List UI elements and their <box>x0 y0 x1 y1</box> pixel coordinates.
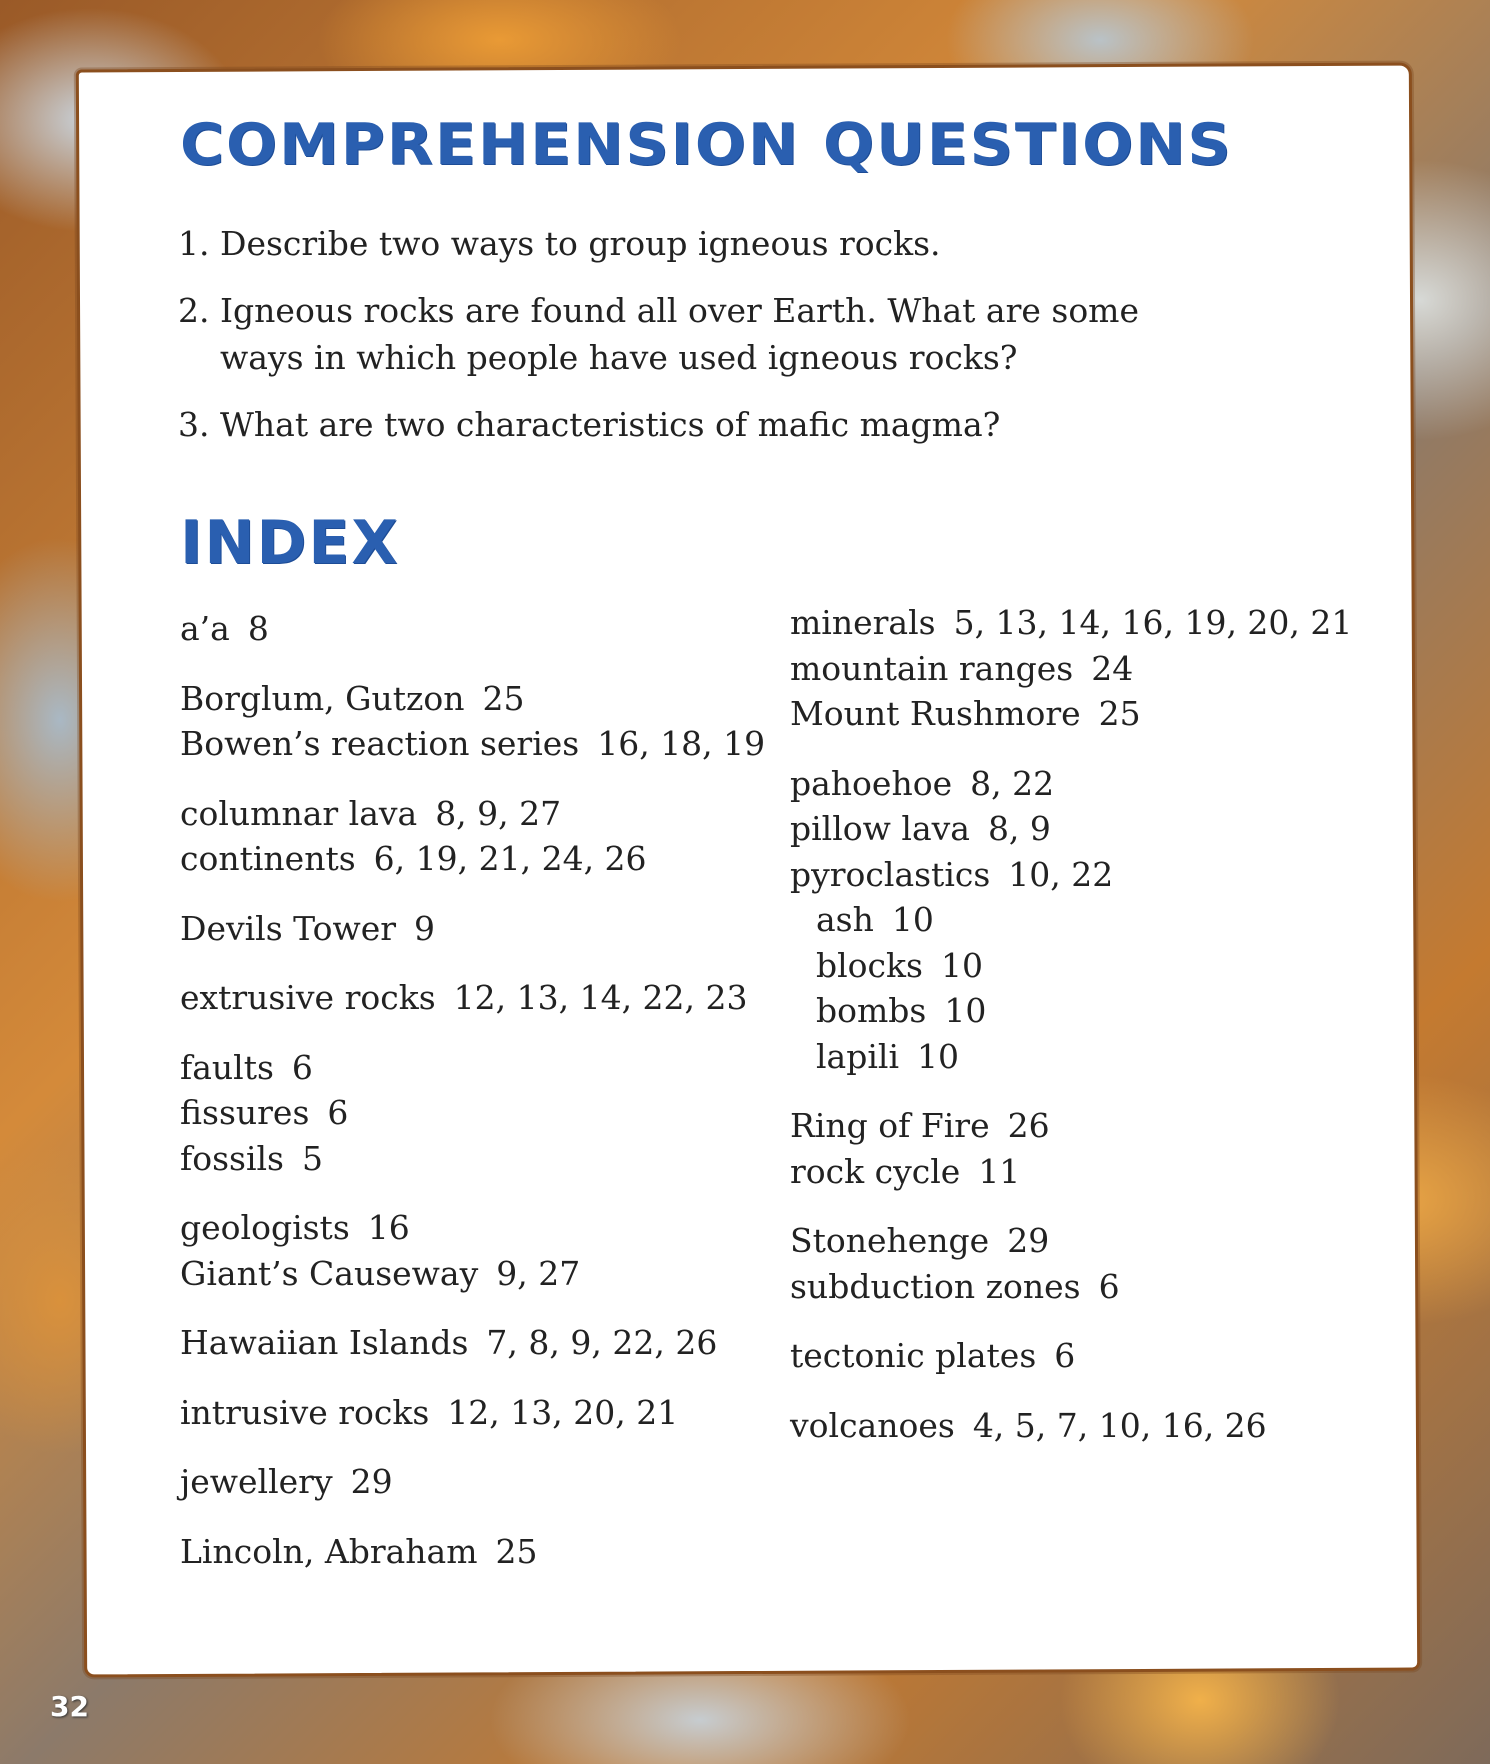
index-subentry <box>790 897 1350 943</box>
question-item <box>178 401 1228 448</box>
index-group <box>180 1205 760 1296</box>
index-pages: 8, 9, 27 <box>435 793 562 833</box>
index-term: fossils <box>180 1138 284 1178</box>
index-group <box>790 761 1350 1080</box>
index-term: pyroclastics <box>790 854 991 894</box>
index-pages: 24 <box>1091 648 1134 688</box>
index-pages: 29 <box>350 1462 393 1501</box>
index-entry <box>180 1045 760 1091</box>
index-term: intrusive rocks <box>180 1392 430 1432</box>
index-term: rock cycle <box>790 1151 961 1191</box>
index-entry <box>180 1251 760 1297</box>
question-number: 2. <box>178 291 210 330</box>
index-pages: 26 <box>1007 1106 1050 1145</box>
index-group <box>180 975 760 1021</box>
index-term: tectonic plates <box>790 1336 1037 1375</box>
index-pages: 8, 9 <box>987 809 1051 848</box>
index-pages: 6 <box>291 1047 313 1087</box>
index-entry <box>180 906 760 952</box>
index-pages: 6 <box>1098 1266 1120 1306</box>
index-subentry <box>790 1034 1350 1080</box>
index-pages: 29 <box>1007 1221 1050 1260</box>
index-pages: 10 <box>944 991 987 1030</box>
index-term: pillow lava <box>790 809 970 848</box>
index-pages: 7, 8, 9, 22, 26 <box>486 1323 718 1362</box>
index-term: lapili <box>816 1036 900 1076</box>
question-item <box>178 287 1228 381</box>
index-term: volcanoes <box>790 1405 955 1445</box>
index-entry <box>790 1403 1350 1449</box>
index-pages: 6, 19, 21, 24, 26 <box>373 839 647 878</box>
page-number: 32 <box>50 1690 89 1723</box>
index-entry <box>180 1459 760 1505</box>
index-pages: 8, 22 <box>970 763 1055 803</box>
index-term: geologists <box>180 1208 350 1247</box>
index-group <box>790 1218 1350 1309</box>
index-pages: 5, 13, 14, 16, 19, 20, 21 <box>953 603 1353 642</box>
index-group <box>180 676 766 767</box>
index-entry <box>180 975 760 1021</box>
index-term: Mount Rushmore <box>790 694 1081 733</box>
index-subentry <box>790 943 1350 989</box>
index-term: Bowen’s reaction series <box>180 724 580 763</box>
index-entry <box>180 1090 760 1136</box>
index-heading: INDEX <box>180 508 400 578</box>
index-pages: 6 <box>1054 1336 1076 1375</box>
index-entry <box>790 1149 1350 1195</box>
comprehension-questions-heading: COMPREHENSION QUESTIONS <box>180 111 1233 179</box>
index-pages: 25 <box>495 1531 538 1571</box>
index-entry <box>180 606 760 652</box>
index-term: extrusive rocks <box>180 978 436 1017</box>
index-term: a’a <box>180 609 230 648</box>
index-pages: 25 <box>1098 694 1141 733</box>
index-term: pahoehoe <box>790 763 953 803</box>
index-group <box>180 606 760 652</box>
index-pages: 9, 27 <box>496 1253 581 1293</box>
index-entry <box>790 1218 1350 1264</box>
index-term: minerals <box>790 603 936 642</box>
index-entry <box>790 852 1350 898</box>
index-pages: 25 <box>482 678 525 718</box>
index-entry <box>180 1529 760 1575</box>
index-group <box>790 1403 1350 1449</box>
index-pages: 4, 5, 7, 10, 16, 26 <box>972 1405 1267 1445</box>
index-pages: 10, 22 <box>1008 854 1114 894</box>
index-pages: 5 <box>302 1138 323 1178</box>
index-term: subduction zones <box>790 1266 1081 1306</box>
index-pages: 12, 13, 14, 22, 23 <box>453 978 748 1017</box>
index-entry <box>180 1390 760 1436</box>
index-pages: 10 <box>891 900 934 939</box>
index-term: mountain ranges <box>790 648 1074 688</box>
index-term: columnar lava <box>180 793 418 833</box>
index-entry <box>790 1264 1350 1310</box>
index-term: jewellery <box>180 1462 333 1501</box>
index-term: blocks <box>816 945 923 985</box>
index-term: Lincoln, Abraham <box>180 1531 478 1571</box>
index-entry <box>790 1103 1350 1149</box>
index-entry <box>180 1320 760 1366</box>
question-text: Describe two ways to group igneous rocks. <box>220 224 941 263</box>
index-group <box>790 1103 1350 1194</box>
index-entry <box>790 761 1350 807</box>
index-pages: 10 <box>940 945 983 985</box>
question-text: What are two characteristics of mafic magma? <box>220 405 1001 444</box>
index-term: Giant’s Causeway <box>180 1253 479 1293</box>
index-term: continents <box>180 839 356 878</box>
question-text: Igneous rocks are found all over Earth. What are some ways in which people have used igneous rocks? <box>220 291 1140 377</box>
index-entry <box>180 791 760 837</box>
index-entry <box>790 806 1350 852</box>
index-entry <box>180 836 760 882</box>
index-term: Devils Tower <box>180 908 397 948</box>
index-group <box>180 791 760 882</box>
index-term: fissures <box>180 1093 310 1132</box>
index-entry <box>790 691 1350 737</box>
index-group <box>180 1459 760 1505</box>
index-entry <box>180 1136 760 1182</box>
index-column-left <box>180 606 766 1598</box>
index-group <box>180 1390 760 1436</box>
index-entry <box>180 1205 760 1251</box>
index-entry <box>790 646 1350 692</box>
index-entry <box>180 721 766 767</box>
index-entry <box>790 1333 1350 1379</box>
index-term: ash <box>816 900 874 939</box>
index-term: Borglum, Gutzon <box>180 678 465 718</box>
index-pages: 12, 13, 20, 21 <box>447 1392 679 1432</box>
question-number: 3. <box>178 405 210 444</box>
index-term: Hawaiian Islands <box>180 1323 469 1362</box>
index-pages: 10 <box>917 1036 960 1076</box>
index-pages: 16, 18, 19 <box>597 724 766 763</box>
index-term: Stonehenge <box>790 1221 990 1260</box>
index-group <box>180 1320 760 1366</box>
questions-list <box>178 220 1228 468</box>
question-number: 1. <box>178 224 210 263</box>
index-entry <box>790 600 1353 646</box>
index-term: bombs <box>816 991 927 1030</box>
index-pages: 8 <box>247 609 269 648</box>
index-group <box>180 1045 760 1182</box>
index-group <box>180 906 760 952</box>
index-pages: 16 <box>367 1208 410 1247</box>
index-term: Ring of Fire <box>790 1106 990 1145</box>
index-pages: 9 <box>414 908 436 948</box>
index-entry <box>180 676 760 722</box>
question-item <box>178 220 1228 267</box>
index-group <box>180 1529 760 1575</box>
index-column-right <box>790 600 1353 1472</box>
index-pages: 6 <box>327 1093 349 1132</box>
index-pages: 11 <box>978 1151 1021 1191</box>
index-term: faults <box>180 1047 274 1087</box>
index-group <box>790 600 1353 737</box>
index-subentry <box>790 988 1350 1034</box>
index-group <box>790 1333 1350 1379</box>
